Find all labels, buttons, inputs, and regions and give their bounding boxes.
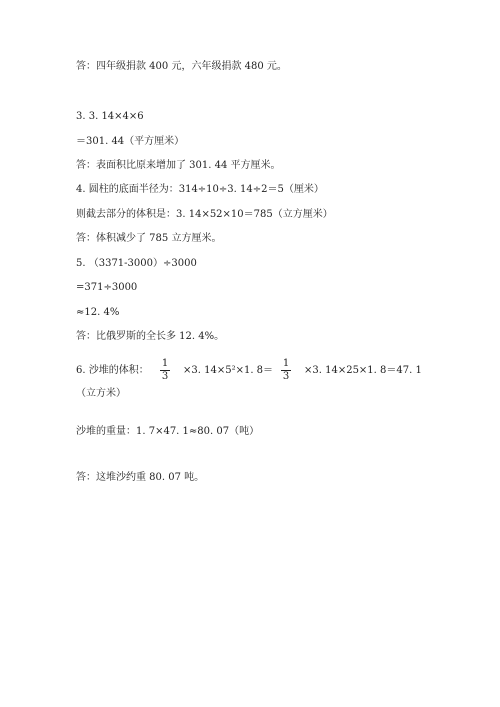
q6-expression-1: ×3. 14×5²×1. 8＝ (183, 365, 274, 376)
q6-fraction-2 (280, 358, 292, 383)
q4-line-2: 则截去部分的体积是：3. 14×52×10＝785（立方厘米） (76, 209, 333, 220)
q6-fraction-1 (159, 358, 171, 383)
q3-line-2: ＝301. 44（平方厘米） (76, 136, 185, 147)
q5-line-1: 5. （3371-3000）÷3000 (76, 258, 197, 269)
q5-answer: 答：比俄罗斯的全长多 12. 4%。 (76, 331, 225, 342)
q3-line-1: 3. 3. 14×4×6 (76, 111, 144, 122)
fraction-numerator: 1 (282, 358, 290, 369)
q6-expression-2: ×3. 14×25×1. 8＝47. 1 (304, 365, 422, 376)
q6-unit: （立方米） (76, 388, 126, 399)
q4-answer: 答：体积减少了 785 立方厘米。 (76, 233, 222, 244)
fraction-denominator: 3 (282, 371, 290, 382)
q6-answer: 答：这堆沙约重 80. 07 吨。 (76, 472, 205, 483)
q5-line-2: =371÷3000 (76, 282, 138, 293)
fraction-numerator: 1 (161, 358, 169, 369)
answer-line-1: 答：四年级捐款 400 元，六年级捐款 480 元。 (76, 61, 287, 72)
q6-weight: 沙堆的重量：1. 7×47. 1≈80. 07（吨） (76, 426, 260, 437)
q3-answer: 答：表面积比原来增加了 301. 44 平方厘米。 (76, 160, 281, 171)
q4-line-1: 4. 圆柱的底面半径为：314÷10÷3. 14÷2＝5（厘米） (76, 184, 324, 195)
q5-line-3: ≈12. 4% (76, 307, 120, 318)
fraction-denominator: 3 (161, 371, 169, 382)
q6-label: 6. 沙堆的体积： (76, 365, 149, 376)
